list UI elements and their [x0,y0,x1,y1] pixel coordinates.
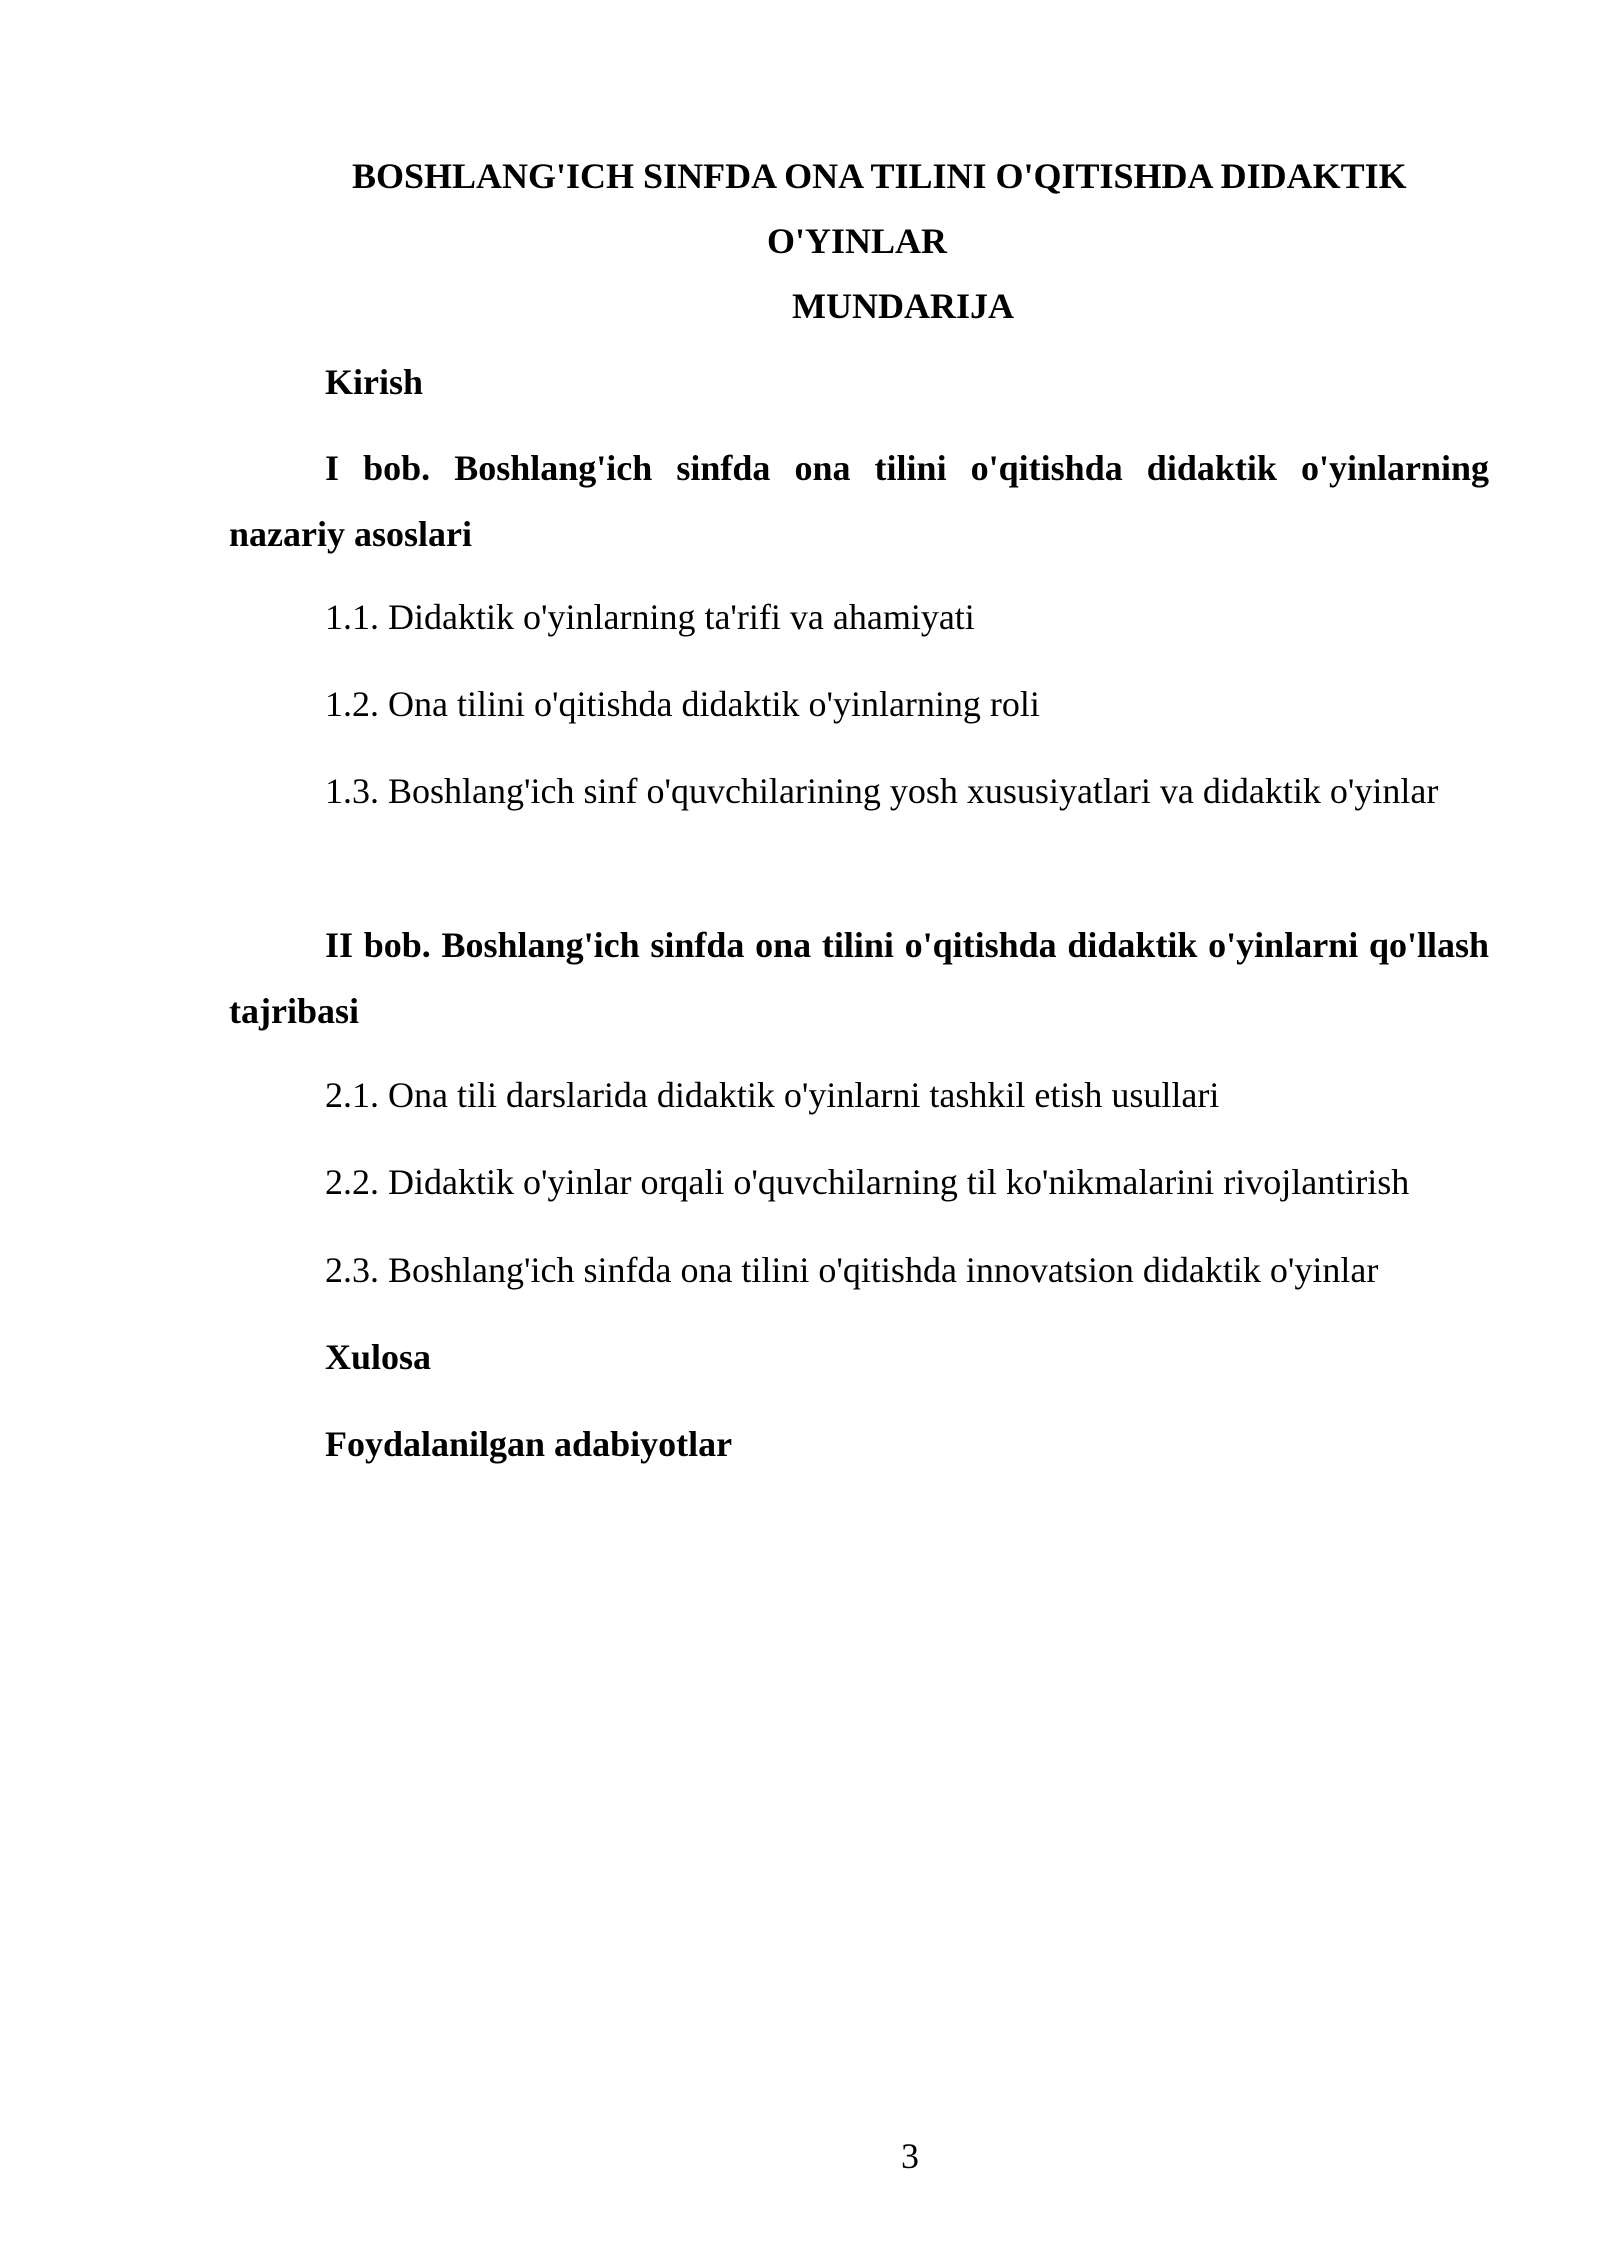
toc-entry-xulosa [229,1324,1489,1390]
toc-section-1-3 [229,758,1489,824]
toc-entry-label: Xulosa [325,1337,432,1377]
page-number: 3 [901,2136,919,2176]
contents-heading: MUNDARIJA [792,286,1014,326]
toc-section-2-2 [229,1149,1489,1215]
toc-section-1-2 [229,671,1489,737]
toc-chapter-label: II bob. Boshlang'ich sinfda ona tilini o'qitishda didaktik o'yinlarni qo'llash tajribasi [229,925,1489,1031]
toc-section-2-3 [229,1237,1489,1303]
toc-chapter-label: I bob. Boshlang'ich sinfda ona tilini o'qitishda didaktik o'yinlarning nazariy asoslari [229,448,1489,554]
toc-section-label: 1.3. Boshlang'ich sinf o'quvchilarining yosh xususiyatlari va didaktik o'yinlar [325,771,1439,811]
toc-section-label: 2.2. Didaktik o'yinlar orqali o'quvchilarning til ko'nikmalarini rivojlantirish [325,1162,1410,1202]
toc-section-label: 2.3. Boshlang'ich sinfda ona tilini o'qitishda innovatsion didaktik o'yinlar [325,1250,1379,1290]
document-title-line-1: BOSHLANG'ICH SINFDA ONA TILINI O'QITISHDA DIDAKTIK [352,156,1407,196]
toc-chapter-2 [229,912,1489,1044]
toc-chapter-1 [229,435,1489,567]
toc-section-1-1 [229,584,1489,650]
toc-entry-label: Kirish [325,362,424,402]
toc-section-label: 1.1. Didaktik o'yinlarning ta'rifi va ahamiyati [325,597,975,637]
toc-section-label: 2.1. Ona tili darslarida didaktik o'yinlarni tashkil etish usullari [325,1075,1220,1115]
toc-entry-references [229,1411,1489,1477]
toc-entry-label: Foydalanilgan adabiyotlar [325,1424,733,1464]
toc-entry-kirish [229,349,1489,415]
document-title-line-2: O'YINLAR [767,221,948,261]
toc-section-2-1 [229,1062,1489,1128]
toc-section-label: 1.2. Ona tilini o'qitishda didaktik o'yinlarning roli [325,684,1040,724]
